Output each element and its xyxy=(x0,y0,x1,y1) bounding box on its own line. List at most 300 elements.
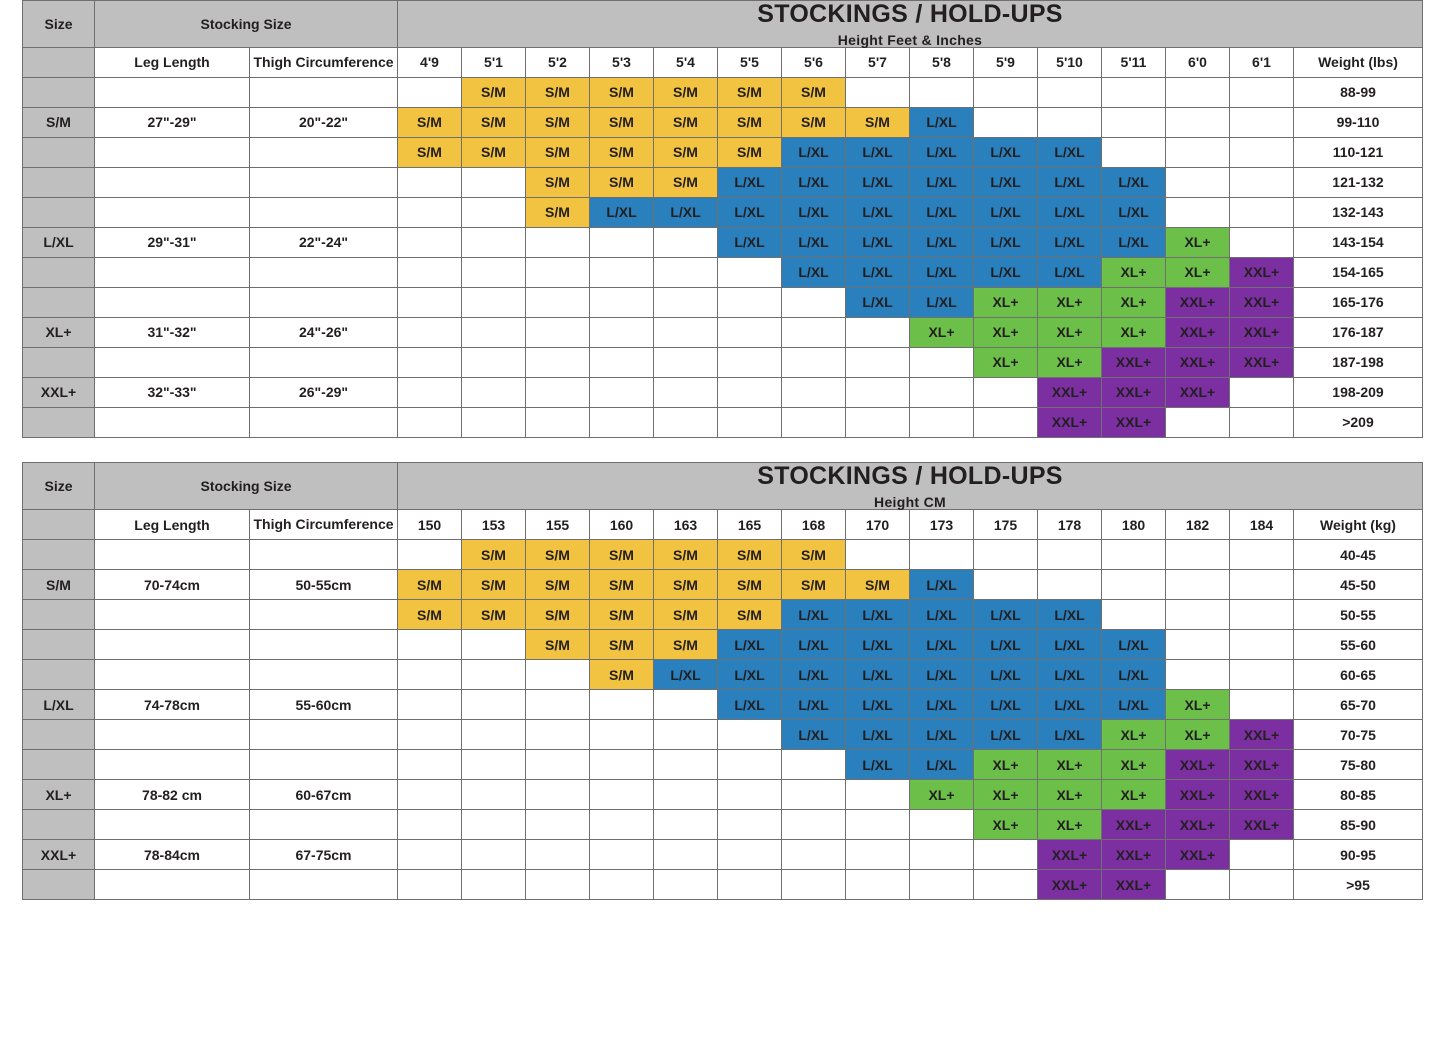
row-weight: 110-121 xyxy=(1294,138,1423,168)
size-cell: XXL+ xyxy=(1230,288,1294,318)
size-cell xyxy=(654,720,718,750)
table-title-row xyxy=(23,463,1423,510)
size-cell: S/M xyxy=(846,570,910,600)
chart-subtitle: Height Feet & Inches xyxy=(837,31,983,48)
size-cell xyxy=(1102,600,1166,630)
size-cell: XXL+ xyxy=(1166,810,1230,840)
size-cell xyxy=(462,318,526,348)
size-cell: L/XL xyxy=(1038,660,1102,690)
size-cell: S/M xyxy=(718,138,782,168)
size-cell: S/M xyxy=(782,570,846,600)
row-thigh-circumference: 26"-29" xyxy=(250,378,398,408)
row-thigh-circumference: 50-55cm xyxy=(250,570,398,600)
size-cell: S/M xyxy=(398,600,462,630)
row-size-label xyxy=(23,78,95,108)
size-cell: L/XL xyxy=(910,690,974,720)
size-cell: S/M xyxy=(398,108,462,138)
row-leg-length: 32"-33" xyxy=(95,378,250,408)
size-cell xyxy=(526,660,590,690)
row-leg-length: 78-82 cm xyxy=(95,780,250,810)
row-thigh-circumference xyxy=(250,288,398,318)
size-cell xyxy=(398,318,462,348)
size-cell xyxy=(1038,540,1102,570)
row-weight: 40-45 xyxy=(1294,540,1423,570)
row-thigh-circumference: 24"-26" xyxy=(250,318,398,348)
size-cell: L/XL xyxy=(1038,600,1102,630)
size-cell: S/M xyxy=(590,630,654,660)
row-leg-length xyxy=(95,600,250,630)
size-cell xyxy=(398,168,462,198)
size-cell: S/M xyxy=(654,540,718,570)
size-cell: S/M xyxy=(526,570,590,600)
row-weight: 143-154 xyxy=(1294,228,1423,258)
row-weight: 90-95 xyxy=(1294,840,1423,870)
row-thigh-circumference xyxy=(250,138,398,168)
chart-title-cell xyxy=(398,1,1423,48)
metric-chart-wrapper xyxy=(0,462,1444,900)
size-cell xyxy=(398,690,462,720)
table-subheader-row xyxy=(23,510,1423,540)
row-thigh-circumference xyxy=(250,540,398,570)
size-cell xyxy=(654,348,718,378)
table-row xyxy=(23,228,1423,258)
size-cell xyxy=(462,780,526,810)
subheader-height-9: 5'8 xyxy=(910,48,974,78)
row-weight: 154-165 xyxy=(1294,258,1423,288)
subheader-height-3: 155 xyxy=(526,510,590,540)
row-size-label xyxy=(23,258,95,288)
row-size-label: XXL+ xyxy=(23,378,95,408)
size-cell: S/M xyxy=(526,630,590,660)
size-cell: L/XL xyxy=(1038,630,1102,660)
subheader-leg-length: Leg Length xyxy=(95,48,250,78)
size-cell: L/XL xyxy=(974,690,1038,720)
size-cell: S/M xyxy=(462,540,526,570)
row-leg-length xyxy=(95,78,250,108)
row-weight: 80-85 xyxy=(1294,780,1423,810)
subheader-height-14: 6'1 xyxy=(1230,48,1294,78)
size-cell: XL+ xyxy=(974,780,1038,810)
size-cell xyxy=(718,288,782,318)
size-cell xyxy=(398,840,462,870)
size-cell xyxy=(910,810,974,840)
table-row xyxy=(23,318,1423,348)
size-cell xyxy=(398,870,462,900)
size-cell xyxy=(974,570,1038,600)
size-cell: XXL+ xyxy=(1102,348,1166,378)
size-cell: XXL+ xyxy=(1102,408,1166,438)
size-cell: L/XL xyxy=(782,660,846,690)
size-cell: L/XL xyxy=(782,720,846,750)
row-weight: 198-209 xyxy=(1294,378,1423,408)
size-cell xyxy=(718,810,782,840)
size-cell: S/M xyxy=(782,108,846,138)
subheader-leg-length: Leg Length xyxy=(95,510,250,540)
subheader-height-5: 163 xyxy=(654,510,718,540)
size-cell xyxy=(1102,138,1166,168)
subheader-height-9: 173 xyxy=(910,510,974,540)
size-cell xyxy=(782,870,846,900)
size-cell xyxy=(526,258,590,288)
size-cell xyxy=(654,690,718,720)
size-cell: L/XL xyxy=(974,600,1038,630)
row-weight: 50-55 xyxy=(1294,600,1423,630)
table-row xyxy=(23,810,1423,840)
size-cell: XL+ xyxy=(1102,258,1166,288)
table-row xyxy=(23,720,1423,750)
table-row xyxy=(23,288,1423,318)
size-cell xyxy=(398,228,462,258)
row-leg-length: 31"-32" xyxy=(95,318,250,348)
size-cell xyxy=(654,228,718,258)
size-cell xyxy=(1230,78,1294,108)
size-cell: L/XL xyxy=(654,198,718,228)
size-cell: S/M xyxy=(654,570,718,600)
row-leg-length xyxy=(95,630,250,660)
size-cell: L/XL xyxy=(910,660,974,690)
size-cell xyxy=(526,840,590,870)
row-thigh-circumference: 22"-24" xyxy=(250,228,398,258)
size-cell: S/M xyxy=(654,78,718,108)
row-leg-length xyxy=(95,720,250,750)
table-title-row xyxy=(23,1,1423,48)
size-cell: S/M xyxy=(846,108,910,138)
size-cell xyxy=(1166,570,1230,600)
size-cell: L/XL xyxy=(846,258,910,288)
size-cell: S/M xyxy=(526,138,590,168)
row-size-label xyxy=(23,540,95,570)
size-cell xyxy=(398,78,462,108)
table-row xyxy=(23,870,1423,900)
size-cell xyxy=(1166,540,1230,570)
row-leg-length xyxy=(95,288,250,318)
size-cell xyxy=(654,840,718,870)
row-leg-length xyxy=(95,198,250,228)
row-thigh-circumference xyxy=(250,870,398,900)
table-row xyxy=(23,138,1423,168)
subheader-thigh-circumference: Thigh Circumference xyxy=(250,510,398,540)
size-cell: L/XL xyxy=(846,168,910,198)
size-cell: XXL+ xyxy=(1102,378,1166,408)
size-cell xyxy=(398,660,462,690)
size-cell: L/XL xyxy=(910,750,974,780)
size-cell: L/XL xyxy=(1102,660,1166,690)
size-cell xyxy=(974,540,1038,570)
subheader-height-8: 170 xyxy=(846,510,910,540)
size-cell xyxy=(1230,168,1294,198)
size-cell xyxy=(462,630,526,660)
size-cell: S/M xyxy=(526,108,590,138)
size-cell xyxy=(718,750,782,780)
subheader-height-4: 5'3 xyxy=(590,48,654,78)
chart-title: STOCKINGS / HOLD-UPS xyxy=(757,462,1063,491)
row-weight: 65-70 xyxy=(1294,690,1423,720)
chart-subtitle: Height CM xyxy=(874,493,946,510)
size-cell xyxy=(462,288,526,318)
size-cell: XXL+ xyxy=(1166,378,1230,408)
size-cell: XL+ xyxy=(1038,780,1102,810)
size-cell: S/M xyxy=(526,198,590,228)
size-cell xyxy=(398,258,462,288)
subheader-height-13: 6'0 xyxy=(1166,48,1230,78)
size-cell: S/M xyxy=(590,600,654,630)
size-cell xyxy=(846,870,910,900)
size-cell: L/XL xyxy=(782,630,846,660)
row-thigh-circumference xyxy=(250,168,398,198)
size-cell: L/XL xyxy=(910,600,974,630)
size-cell xyxy=(526,228,590,258)
table-row xyxy=(23,840,1423,870)
size-cell: XL+ xyxy=(974,288,1038,318)
row-leg-length: 29"-31" xyxy=(95,228,250,258)
row-thigh-circumference xyxy=(250,600,398,630)
size-cell xyxy=(590,870,654,900)
row-thigh-circumference: 67-75cm xyxy=(250,840,398,870)
size-cell: XL+ xyxy=(910,318,974,348)
row-size-label xyxy=(23,870,95,900)
subheader-weight: Weight (lbs) xyxy=(1294,48,1423,78)
size-cell xyxy=(462,258,526,288)
size-cell xyxy=(718,720,782,750)
size-cell xyxy=(462,840,526,870)
row-thigh-circumference xyxy=(250,720,398,750)
size-cell xyxy=(1230,540,1294,570)
size-cell xyxy=(782,408,846,438)
size-cell xyxy=(1230,600,1294,630)
size-cell: L/XL xyxy=(974,258,1038,288)
size-cell xyxy=(782,750,846,780)
size-cell: XL+ xyxy=(1038,810,1102,840)
size-cell: L/XL xyxy=(782,168,846,198)
row-leg-length: 74-78cm xyxy=(95,690,250,720)
size-cell xyxy=(1166,408,1230,438)
size-cell: S/M xyxy=(526,600,590,630)
header-size: Size xyxy=(23,1,95,48)
size-cell xyxy=(1230,198,1294,228)
row-size-label xyxy=(23,168,95,198)
row-weight: 60-65 xyxy=(1294,660,1423,690)
size-cell xyxy=(654,780,718,810)
size-cell xyxy=(654,810,718,840)
size-cell xyxy=(398,750,462,780)
size-cell: S/M xyxy=(590,168,654,198)
size-cell: L/XL xyxy=(910,138,974,168)
size-cell: L/XL xyxy=(1102,690,1166,720)
metric-size-chart-table xyxy=(22,462,1423,900)
size-cell xyxy=(398,630,462,660)
size-cell: S/M xyxy=(398,570,462,600)
size-cell xyxy=(462,810,526,840)
subheader-height-7: 168 xyxy=(782,510,846,540)
size-cell: L/XL xyxy=(846,288,910,318)
size-cell: S/M xyxy=(462,78,526,108)
size-cell xyxy=(462,168,526,198)
size-cell: L/XL xyxy=(1102,228,1166,258)
header-stocking-size: Stocking Size xyxy=(95,1,398,48)
size-cell: L/XL xyxy=(974,228,1038,258)
size-cell: S/M xyxy=(782,540,846,570)
size-cell xyxy=(718,318,782,348)
size-cell xyxy=(1038,570,1102,600)
size-cell: L/XL xyxy=(782,138,846,168)
size-cell xyxy=(1102,108,1166,138)
size-cell xyxy=(718,408,782,438)
size-cell xyxy=(1230,228,1294,258)
size-cell: L/XL xyxy=(1102,198,1166,228)
size-cell: L/XL xyxy=(1102,168,1166,198)
table-row xyxy=(23,408,1423,438)
size-cell xyxy=(398,198,462,228)
size-cell: L/XL xyxy=(718,168,782,198)
row-leg-length: 27"-29" xyxy=(95,108,250,138)
row-weight: 75-80 xyxy=(1294,750,1423,780)
header-size: Size xyxy=(23,463,95,510)
size-cell xyxy=(846,780,910,810)
size-cell: S/M xyxy=(654,600,718,630)
row-size-label xyxy=(23,348,95,378)
size-cell xyxy=(398,810,462,840)
size-cell xyxy=(1230,570,1294,600)
size-cell xyxy=(1230,840,1294,870)
size-cell: L/XL xyxy=(846,198,910,228)
size-cell xyxy=(654,288,718,318)
size-cell xyxy=(1230,660,1294,690)
subheader-height-12: 5'11 xyxy=(1102,48,1166,78)
size-cell xyxy=(398,378,462,408)
subheader-height-13: 182 xyxy=(1166,510,1230,540)
size-cell: XL+ xyxy=(1038,318,1102,348)
size-cell xyxy=(718,258,782,288)
size-cell xyxy=(846,840,910,870)
size-cell xyxy=(1166,630,1230,660)
row-weight: 70-75 xyxy=(1294,720,1423,750)
size-cell xyxy=(718,780,782,810)
size-cell: L/XL xyxy=(910,720,974,750)
size-cell xyxy=(718,378,782,408)
size-cell xyxy=(910,840,974,870)
size-cell xyxy=(1230,630,1294,660)
size-cell: XXL+ xyxy=(1230,750,1294,780)
size-cell: S/M xyxy=(526,78,590,108)
size-cell xyxy=(590,840,654,870)
size-cell: XL+ xyxy=(974,348,1038,378)
subheader-height-11: 178 xyxy=(1038,510,1102,540)
subheader-height-10: 5'9 xyxy=(974,48,1038,78)
size-cell: L/XL xyxy=(846,630,910,660)
row-leg-length xyxy=(95,408,250,438)
size-cell: L/XL xyxy=(846,600,910,630)
size-cell: XL+ xyxy=(974,750,1038,780)
size-cell xyxy=(1230,378,1294,408)
size-cell xyxy=(398,540,462,570)
size-cell xyxy=(846,348,910,378)
size-cell: XXL+ xyxy=(1166,780,1230,810)
row-weight: 55-60 xyxy=(1294,630,1423,660)
row-size-label xyxy=(23,288,95,318)
size-cell: XXL+ xyxy=(1166,840,1230,870)
size-cell xyxy=(1166,138,1230,168)
size-cell: XXL+ xyxy=(1230,780,1294,810)
size-cell xyxy=(590,348,654,378)
row-size-label: L/XL xyxy=(23,690,95,720)
row-leg-length xyxy=(95,540,250,570)
subheader-height-10: 175 xyxy=(974,510,1038,540)
row-size-label: S/M xyxy=(23,570,95,600)
subheader-height-4: 160 xyxy=(590,510,654,540)
size-cell: L/XL xyxy=(846,720,910,750)
row-thigh-circumference: 55-60cm xyxy=(250,690,398,720)
size-cell: XL+ xyxy=(1166,228,1230,258)
size-cell: L/XL xyxy=(718,660,782,690)
size-cell: XXL+ xyxy=(1102,810,1166,840)
size-cell: XXL+ xyxy=(1230,810,1294,840)
row-leg-length xyxy=(95,750,250,780)
size-cell xyxy=(526,810,590,840)
size-cell xyxy=(526,408,590,438)
size-cell xyxy=(718,840,782,870)
size-cell: XXL+ xyxy=(1230,720,1294,750)
subheader-height-11: 5'10 xyxy=(1038,48,1102,78)
subheader-height-3: 5'2 xyxy=(526,48,590,78)
size-cell xyxy=(1230,690,1294,720)
table-row xyxy=(23,78,1423,108)
size-cell xyxy=(974,840,1038,870)
size-cell: XXL+ xyxy=(1166,318,1230,348)
size-cell: L/XL xyxy=(1038,168,1102,198)
size-cell: L/XL xyxy=(782,228,846,258)
size-cell: XL+ xyxy=(974,318,1038,348)
row-size-label xyxy=(23,198,95,228)
row-weight: 187-198 xyxy=(1294,348,1423,378)
row-thigh-circumference xyxy=(250,630,398,660)
table-row xyxy=(23,570,1423,600)
size-cell: XXL+ xyxy=(1102,840,1166,870)
size-cell: XL+ xyxy=(1102,750,1166,780)
size-cell: XL+ xyxy=(1102,288,1166,318)
row-thigh-circumference: 20"-22" xyxy=(250,108,398,138)
size-cell: L/XL xyxy=(1038,258,1102,288)
size-cell: L/XL xyxy=(1102,630,1166,660)
subheader-height-1: 150 xyxy=(398,510,462,540)
size-cell xyxy=(526,318,590,348)
size-cell xyxy=(590,408,654,438)
size-cell: L/XL xyxy=(718,228,782,258)
size-cell xyxy=(526,348,590,378)
subheader-size-blank xyxy=(23,48,95,78)
size-cell xyxy=(398,720,462,750)
size-cell xyxy=(590,780,654,810)
row-size-label xyxy=(23,810,95,840)
table-row xyxy=(23,750,1423,780)
size-cell: L/XL xyxy=(1038,228,1102,258)
size-cell xyxy=(654,258,718,288)
size-cell: XL+ xyxy=(1102,780,1166,810)
size-cell: L/XL xyxy=(974,138,1038,168)
size-cell: S/M xyxy=(718,540,782,570)
size-cell xyxy=(462,690,526,720)
subheader-weight: Weight (kg) xyxy=(1294,510,1423,540)
size-cell: L/XL xyxy=(782,690,846,720)
size-cell: L/XL xyxy=(1038,720,1102,750)
row-leg-length xyxy=(95,870,250,900)
size-cell: S/M xyxy=(590,78,654,108)
size-cell: XXL+ xyxy=(1230,318,1294,348)
size-cell: XXL+ xyxy=(1102,870,1166,900)
size-cell xyxy=(1102,570,1166,600)
subheader-height-2: 5'1 xyxy=(462,48,526,78)
size-cell: L/XL xyxy=(1038,138,1102,168)
size-cell xyxy=(718,870,782,900)
